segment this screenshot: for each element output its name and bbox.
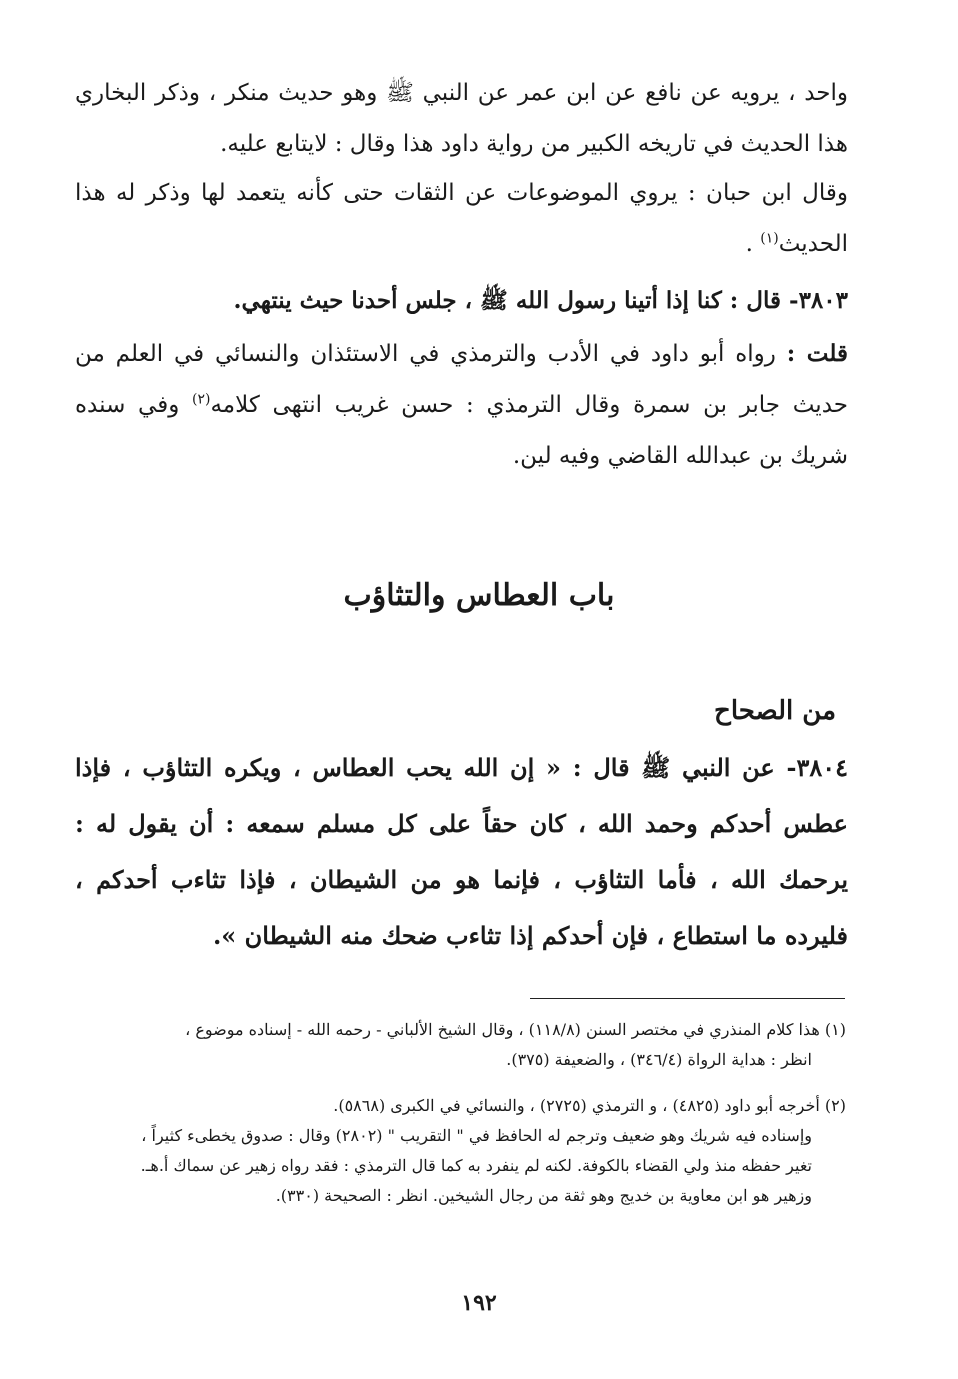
footnote-2-line-1: (٢) أخرجه أبو داود (٤٨٢٥) ، و الترمذي (٢٧٢٥) ، والنسائي في الكبرى (٥٨٦٨). — [333, 1096, 846, 1115]
qult-text: رواه أبو داود في الأدب والترمذي في الاستئذان والنسائي في العلم من حديث جابر بن سمرة وقال الترمذي : حسن غريب انتهى كلامه — [75, 341, 848, 418]
paragraph-text: وقال ابن حبان : يروي الموضوعات عن الثقات حتى كأنه يتعمد لها وذكر له هذا الحديث — [75, 180, 848, 257]
footnote-ref-2[interactable]: (٢) — [192, 391, 211, 408]
chapter-title: باب العطاس والتثاؤب — [343, 578, 615, 613]
footnotes — [75, 1015, 846, 1211]
footnote-1-line-2: انظر : هداية الرواة (٣٤٦/٤) ، والضعيفة (٣٧٥). — [506, 1050, 812, 1069]
paragraph-ibn-hibban — [75, 168, 848, 270]
paragraph-qult — [75, 328, 848, 482]
hadith-text: ٣٨٠٤- عن النبي ﷺ قال : « إن الله يحب العطاس ، ويكره التثاؤب ، فإذا عطس أحدكم وحمد الله ، كان حقاً على كل مسلم سمعه : أن يقول له : يرحمك الله ، فأما التثاؤب ، فإنما هو من الشيطان ، فإذا تثاءب أحدكم ، فليرده ما استطاع ، فإن أحدكم إذا تثاءب ضحك منه الشيطان ». — [75, 753, 848, 950]
hadith-text: ٣٨٠٣- قال : كنا إذا أتينا رسول الله ﷺ ، جلس أحدنا حيث ينتهي. — [233, 287, 848, 314]
paragraph-end: . — [745, 231, 761, 257]
footnote-2-line-4: وزهير هو ابن معاوية بن خديج وهو ثقة من رجال الشيخين. انظر : الصحيحة (٣٣٠). — [275, 1186, 812, 1205]
paragraph-text: واحد ، يرويه عن نافع عن ابن عمر عن النبي ﷺ وهو حديث منكر ، وذكر البخاري هذا الحديث في تاريخه الكبير من رواية داود هذا وقال : لايتابع عليه. — [75, 80, 848, 157]
footnote-1-line-1: (١) هذا كلام المنذري في مختصر السنن (١١٨/٨) ، وقال الشيخ الألباني - رحمه الله - إسناده موضوع ، — [185, 1020, 846, 1039]
footnote-separator — [530, 998, 845, 999]
footnote-2-line-2: وإسناده فيه شريك وهو ضعيف وترجم له الحافظ في " التقريب " (٢٨٠٢) وقال : صدوق يخطىء كثيراً ، — [141, 1126, 812, 1145]
footnote-ref-1[interactable]: (١) — [760, 230, 779, 247]
qult-end: وفي سنده شريك بن عبدالله القاضي وفيه لين. — [75, 392, 848, 469]
footnote-2-line-3: تغير حفظه منذ ولي القضاء بالكوفة. لكنه لم ينفرد به كما قال الترمذي : فقد رواه زهير عن سماك أ.هـ. — [140, 1156, 812, 1175]
qult-label: قلت : — [786, 340, 848, 367]
hadith-3803 — [75, 275, 848, 326]
page-number: ١٩٢ — [461, 1290, 497, 1316]
hadith-3804 — [75, 740, 848, 964]
section-title: من الصحاح — [714, 696, 836, 726]
paragraph-continuation — [75, 68, 848, 170]
